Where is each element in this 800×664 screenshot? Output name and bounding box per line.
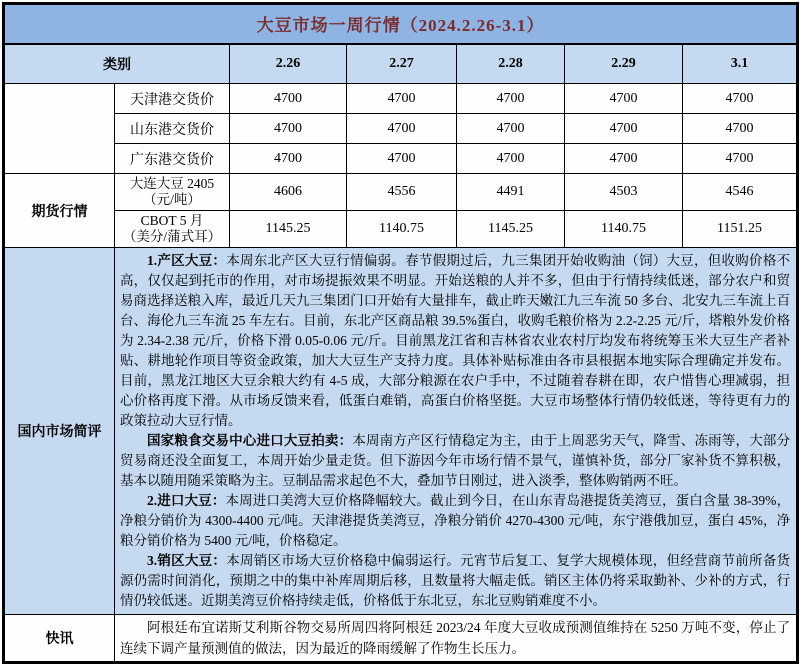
cell-shandong-d3: 4700 [457,114,565,144]
paragraph-lead: 1.产区大豆： [147,253,227,268]
cell-guangdong-d1: 4700 [230,144,347,174]
commentary-paragraph-grain-center-auction [120,431,790,491]
news-row [4,615,798,663]
table-row-guangdong [4,144,798,174]
paragraph-lead: 3.销区大豆： [147,553,227,568]
cell-tianjin-d3: 4700 [457,84,565,114]
futures-group-label: 期货行情 [4,174,115,248]
row-label-cbot-may [115,211,230,248]
cbot-contract-name: CBOT 5 月 [140,213,204,228]
dalian-contract-unit: （元/吨） [143,192,201,207]
news-content [115,615,798,663]
commentary-section-label: 国内市场简评 [4,248,115,615]
cell-cbot-d1: 1145.25 [230,211,347,248]
cell-dalian-d2: 4556 [347,174,457,211]
cell-dalian-d4: 4503 [565,174,683,211]
cell-dalian-d1: 4606 [230,174,347,211]
row-label-shandong-port: 山东港交货价 [115,114,230,144]
table-row-cbot-futures [4,211,798,248]
spot-group-cell [4,84,115,174]
dalian-contract-name: 大连大豆 2405 [129,176,215,191]
cell-tianjin-d5: 4700 [683,84,798,114]
commentary-row [4,248,798,615]
cell-cbot-d3: 1145.25 [457,211,565,248]
paragraph-lead: 2.进口大豆： [147,493,226,508]
cbot-contract-unit: （美分/蒲式耳） [122,229,222,244]
title-row [4,4,798,44]
cell-shandong-d1: 4700 [230,114,347,144]
paragraph-lead: 国家粮食交易中心进口大豆拍卖： [147,433,353,448]
column-header-date-5: 3.1 [683,44,798,84]
column-header-date-2: 2.27 [347,44,457,84]
cell-shandong-d2: 4700 [347,114,457,144]
column-header-date-1: 2.26 [230,44,347,84]
table-row-dalian-futures [4,174,798,211]
cell-shandong-d5: 4700 [683,114,798,144]
row-label-guangdong-port: 广东港交货价 [115,144,230,174]
news-text: 阿根廷布宜诺斯艾利斯谷物交易所周四将阿根廷 2023/24 年度大豆收成预测值维持在 5250 万吨不变，停止了连续下调产量预测值的做法，因为最近的降雨缓解了作物生长压力。 [120,620,791,656]
cell-tianjin-d4: 4700 [565,84,683,114]
cell-tianjin-d1: 4700 [230,84,347,114]
row-label-tianjin-port: 天津港交货价 [115,84,230,114]
news-section-label: 快讯 [4,615,115,663]
column-header-date-3: 2.28 [457,44,565,84]
commentary-paragraph-imported-soybean [120,491,790,551]
row-label-dalian-soybean-2405 [115,174,230,211]
cell-tianjin-d2: 4700 [347,84,457,114]
cell-dalian-d5: 4546 [683,174,798,211]
table-row-shandong [4,114,798,144]
commentary-paragraph-sales-area [120,551,790,611]
cell-guangdong-d3: 4700 [457,144,565,174]
column-header-date-4: 2.29 [565,44,683,84]
cell-cbot-d4: 1140.75 [565,211,683,248]
commentary-paragraph-producing-area [120,251,790,431]
cell-cbot-d5: 1151.25 [683,211,798,248]
cell-shandong-d4: 4700 [565,114,683,144]
paragraph-text: 本周南方产区行情稳定为主，由于上周恶劣天气，降雪、冻雨等，大部分贸易商还没全面复工，本周开始少量走货。但下游因今年市场行情不景气，谨慎补货，部分厂家补货不算积极，基本以随用随采策略为主。豆制品需求起色不大，叠加节日刚过，进入淡季，整体购销两不旺。 [120,433,791,488]
paragraph-text: 本周销区市场大豆价格稳中偏弱运行。元宵节后复工、复学大规模体现，但经营商节前所备货源仍需时间消化，预期之中的集中补库周期后移，且数量将大幅走低。销区主体仍将采取勤补、少补的方式，行情仍较低迷。近期美湾豆价格持续走低，价格低于东北豆，东北豆购销难度不小。 [120,553,791,608]
commentary-content [115,248,798,615]
category-header: 类别 [4,44,230,84]
cell-guangdong-d4: 4700 [565,144,683,174]
paragraph-text: 本周东北产区大豆行情偏弱。春节假期过后，九三集团开始收购油（饲）大豆，但收购价格不高，仅仅起到托市的作用，对市场提振效果不明显。开始送粮的人并不多，但由于行情持续低迷，部分农户和贸易商选择送粮入库，最近几天九三集团门口开始有大量排车，截止昨天嫩江九三车流 50 多台、北安九三车流上百台、海伦九三车流 25 车左右。目前，东北产区商品粮 39.5%蛋白，收购毛粮价格为 2.2-2.25 元/斤，塔粮外发价格为 2.34-2.38 元/斤，价格下滑 0.05-0.06 元/斤。目前黑龙江省和吉林省农业农村厅均发布将统筹玉米大豆生产者补贴、耕地轮作项目等资金政策，加大大豆生产支持力度。具体补贴标准由各市县根据本地实际合理确定并发布。目前，黑龙江地区大豆余粮大约有 4-5 成，大部分粮源在农户手中，不过随着春耕在即，农户惜售心理减弱，担心价格再度下滑。从市场反馈来看，低蛋白难销，高蛋白价格坚挺。大豆市场整体行情仍较低迷，等待更有力的政策拉动大豆行情。 [120,253,791,428]
cell-cbot-d2: 1140.75 [347,211,457,248]
paragraph-text: 本周进口美湾大豆价格降幅较大。截止到今日，在山东青岛港提货美湾豆，蛋白含量 38-39%，净粮分销价为 4300-4400 元/吨。天津港提货美湾豆，净粮分销价 4270-4300 元/吨，东宁港俄加豆，蛋白 45%，净粮分销价格为 5400 元/吨，价格稳定。 [120,493,791,548]
cell-guangdong-d2: 4700 [347,144,457,174]
header-row [4,44,798,84]
table-row-tianjin [4,84,798,114]
soybean-market-table [2,2,799,664]
cell-guangdong-d5: 4700 [683,144,798,174]
cell-dalian-d3: 4491 [457,174,565,211]
page-title: 大豆市场一周行情（2024.2.26-3.1） [4,4,798,44]
